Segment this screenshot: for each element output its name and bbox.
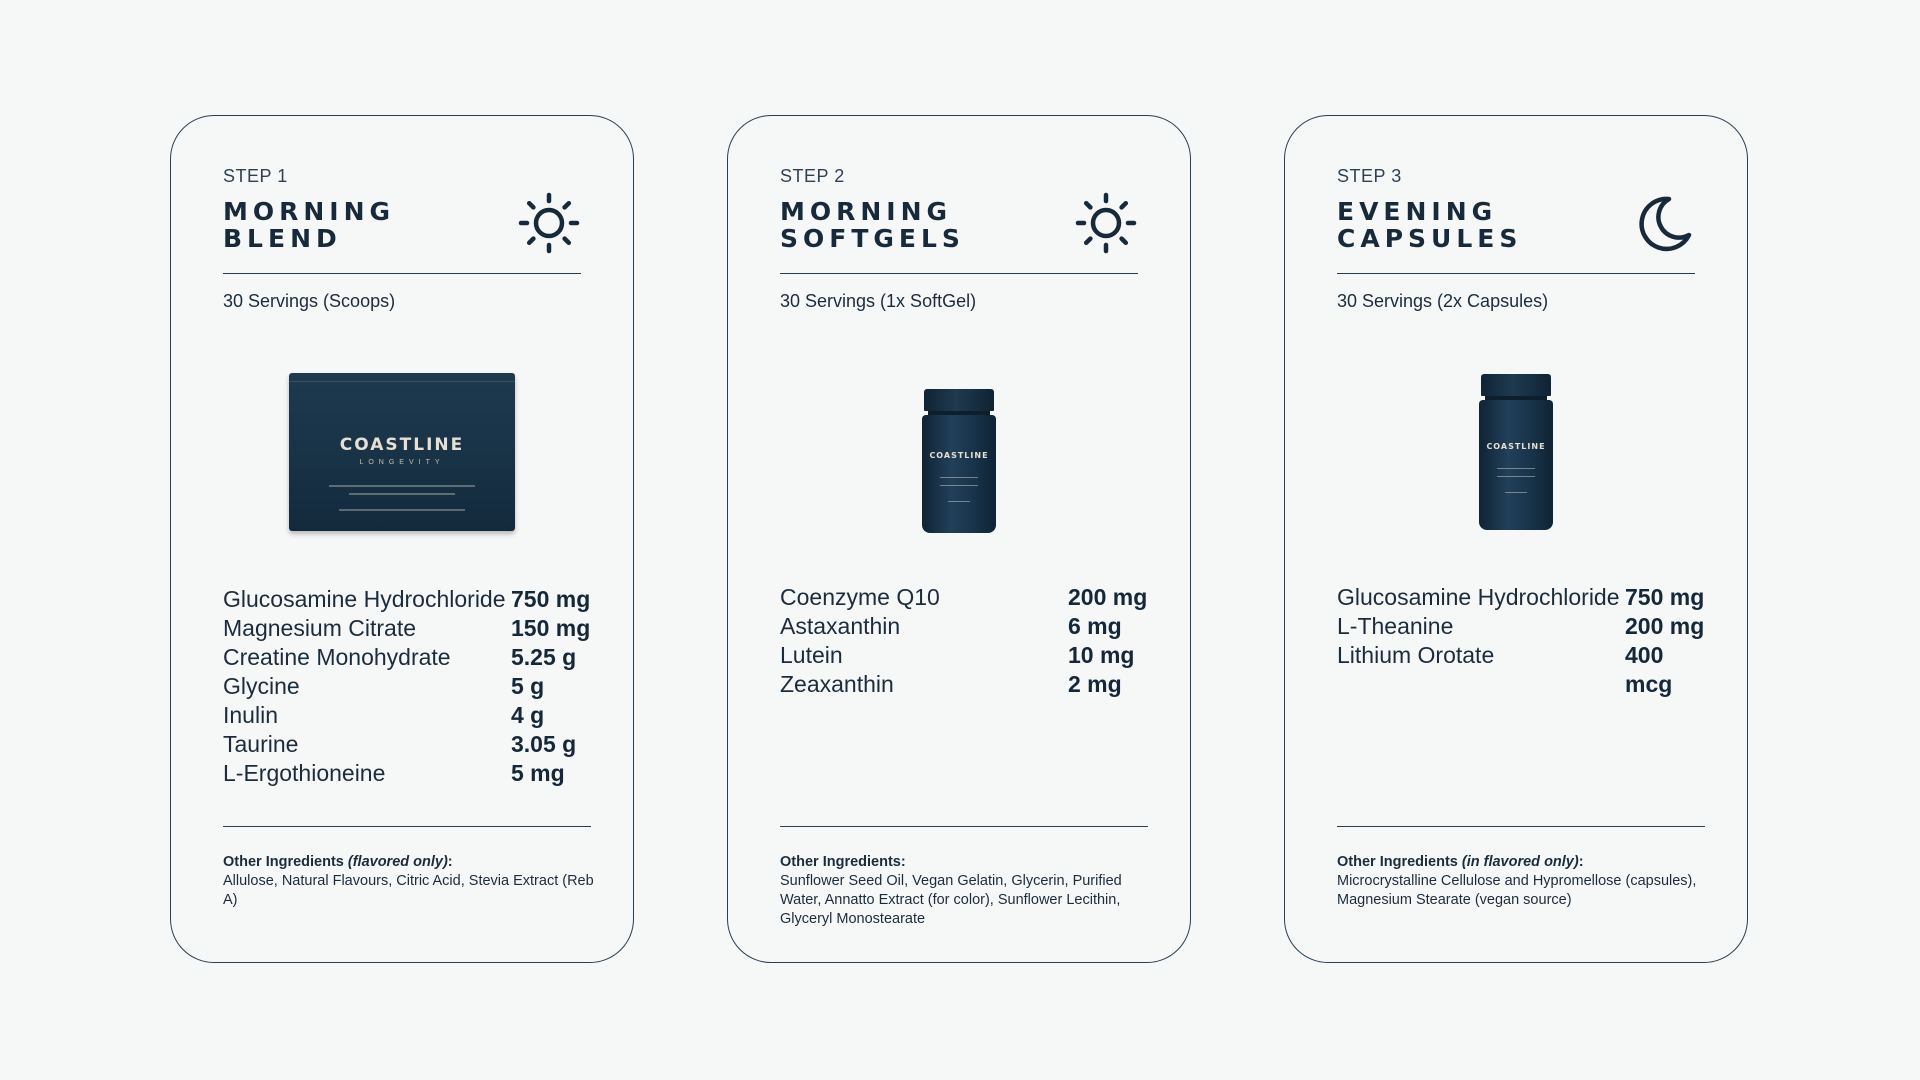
ingredient-amount: 5.25 g xyxy=(511,644,577,670)
ingredient-row xyxy=(223,730,603,759)
ingredient-name: Inulin xyxy=(223,702,278,728)
ingredient-row xyxy=(780,670,1160,699)
ingredient-name: Glycine xyxy=(223,673,300,699)
step-title-line-1: MORNING xyxy=(780,197,953,226)
other-ingredients: Other Ingredients (flavored only): Allulose, Natural Flavours, Citric Acid, Stevia Extract (Reb A) xyxy=(223,853,598,910)
ingredient-name: L-Ergothioneine xyxy=(223,760,386,786)
servings-text: 30 Servings (2x Capsules) xyxy=(1337,291,1549,311)
step-label: STEP 1 xyxy=(223,166,288,186)
ingredient-amount: 750 mg xyxy=(511,586,591,612)
other-ingredients: Other Ingredients (in flavored only): Microcrystalline Cellulose and Hypromellose (capsules), Magnesium Stearate (vegan source) xyxy=(1337,853,1712,910)
ingredient-row xyxy=(223,614,603,643)
step-title xyxy=(780,198,1040,252)
servings-text: 30 Servings (Scoops) xyxy=(223,291,396,311)
product-brand: COASTLINE xyxy=(1486,442,1546,451)
product-brand: COASTLINE xyxy=(929,451,989,460)
divider xyxy=(780,273,1138,274)
ingredient-row xyxy=(223,672,603,701)
ingredient-name: Glucosamine Hydrochloride xyxy=(223,586,506,612)
sun-icon xyxy=(1074,191,1138,255)
step-card-morning-blend xyxy=(170,115,634,963)
other-ingredients-heading: Other Ingredients xyxy=(223,854,344,870)
other-ingredients-qualifier: (in flavored only) xyxy=(1461,854,1579,870)
divider xyxy=(223,273,581,274)
ingredient-name: Lutein xyxy=(780,642,843,668)
step-title-line-2: CAPSULES xyxy=(1337,224,1523,253)
ingredient-amount: 2 mg xyxy=(1068,671,1122,697)
step-card-evening-capsules xyxy=(1284,115,1748,963)
ingredient-name: Zeaxanthin xyxy=(780,671,894,697)
divider xyxy=(1337,826,1705,827)
ingredient-row xyxy=(223,643,603,672)
ingredient-list xyxy=(780,583,1160,699)
ingredient-amount: 3.05 g xyxy=(511,731,577,757)
other-ingredients-heading: Other Ingredients xyxy=(1337,854,1458,870)
ingredient-list xyxy=(1337,583,1717,697)
ingredient-name: Coenzyme Q10 xyxy=(780,584,940,610)
ingredient-row xyxy=(780,641,1160,670)
other-ingredients-text: Microcrystalline Cellulose and Hypromellose (capsules), Magnesium Stearate (vegan source) xyxy=(1337,873,1697,908)
ingredient-amount: 400 mcg xyxy=(1625,642,1673,697)
step-title-line-1: MORNING xyxy=(223,197,396,226)
other-ingredients-text: Sunflower Seed Oil, Vegan Gelatin, Glycerin, Purified Water, Annatto Extract (for color), Sunflower Lecithin, Glyceryl Monostearate xyxy=(780,873,1122,927)
ingredient-name: Lithium Orotate xyxy=(1337,642,1495,668)
ingredient-name: Astaxanthin xyxy=(780,613,901,639)
ingredient-name: Creatine Monohydrate xyxy=(223,644,451,670)
ingredient-list xyxy=(223,585,603,788)
ingredient-name: Taurine xyxy=(223,731,299,757)
ingredient-amount: 10 mg xyxy=(1068,642,1135,668)
divider xyxy=(1337,273,1695,274)
product-bottle-image xyxy=(1337,374,1695,530)
ingredient-row xyxy=(223,585,603,614)
ingredient-row xyxy=(780,612,1160,641)
ingredient-amount: 5 mg xyxy=(511,760,565,786)
ingredient-amount: 4 g xyxy=(511,702,545,728)
other-ingredients-text: Allulose, Natural Flavours, Citric Acid, Stevia Extract (Reb A) xyxy=(223,873,594,908)
ingredient-row xyxy=(1337,641,1717,697)
product-brand: COASTLINE xyxy=(339,435,465,455)
ingredient-row xyxy=(780,583,1160,612)
ingredient-name: Glucosamine Hydrochloride xyxy=(1337,584,1620,610)
divider xyxy=(780,826,1148,827)
ingredient-amount: 150 mg xyxy=(511,615,591,641)
ingredient-row xyxy=(1337,612,1717,641)
divider xyxy=(223,826,591,827)
product-pouch-image xyxy=(223,373,581,531)
product-bottle-image xyxy=(780,389,1138,533)
other-ingredients xyxy=(780,853,1155,929)
ingredient-amount: 200 mg xyxy=(1625,613,1705,639)
ingredient-name: L-Theanine xyxy=(1337,613,1454,639)
step-card-morning-softgels xyxy=(727,115,1191,963)
moon-icon xyxy=(1631,191,1695,255)
step-title xyxy=(223,198,483,252)
ingredient-row xyxy=(1337,583,1717,612)
other-ingredients-heading: Other Ingredients: xyxy=(780,854,906,870)
step-title xyxy=(1337,198,1597,252)
ingredient-amount: 6 mg xyxy=(1068,613,1122,639)
servings-text: 30 Servings (1x SoftGel) xyxy=(780,291,977,311)
step-title-line-1: EVENING xyxy=(1337,197,1498,226)
ingredient-row xyxy=(223,759,603,788)
sun-icon xyxy=(517,191,581,255)
ingredient-amount: 200 mg xyxy=(1068,584,1148,610)
step-label: STEP 3 xyxy=(1337,166,1402,186)
step-title-line-2: SOFTGELS xyxy=(780,224,965,253)
step-title-line-2: BLEND xyxy=(223,224,342,253)
other-ingredients-qualifier: (flavored only) xyxy=(347,854,448,870)
product-subbrand: LONGEVITY xyxy=(359,459,445,466)
ingredient-amount: 750 mg xyxy=(1625,584,1705,610)
ingredient-name: Magnesium Citrate xyxy=(223,615,417,641)
ingredient-amount: 5 g xyxy=(511,673,545,699)
step-label: STEP 2 xyxy=(780,166,845,186)
ingredient-row xyxy=(223,701,603,730)
